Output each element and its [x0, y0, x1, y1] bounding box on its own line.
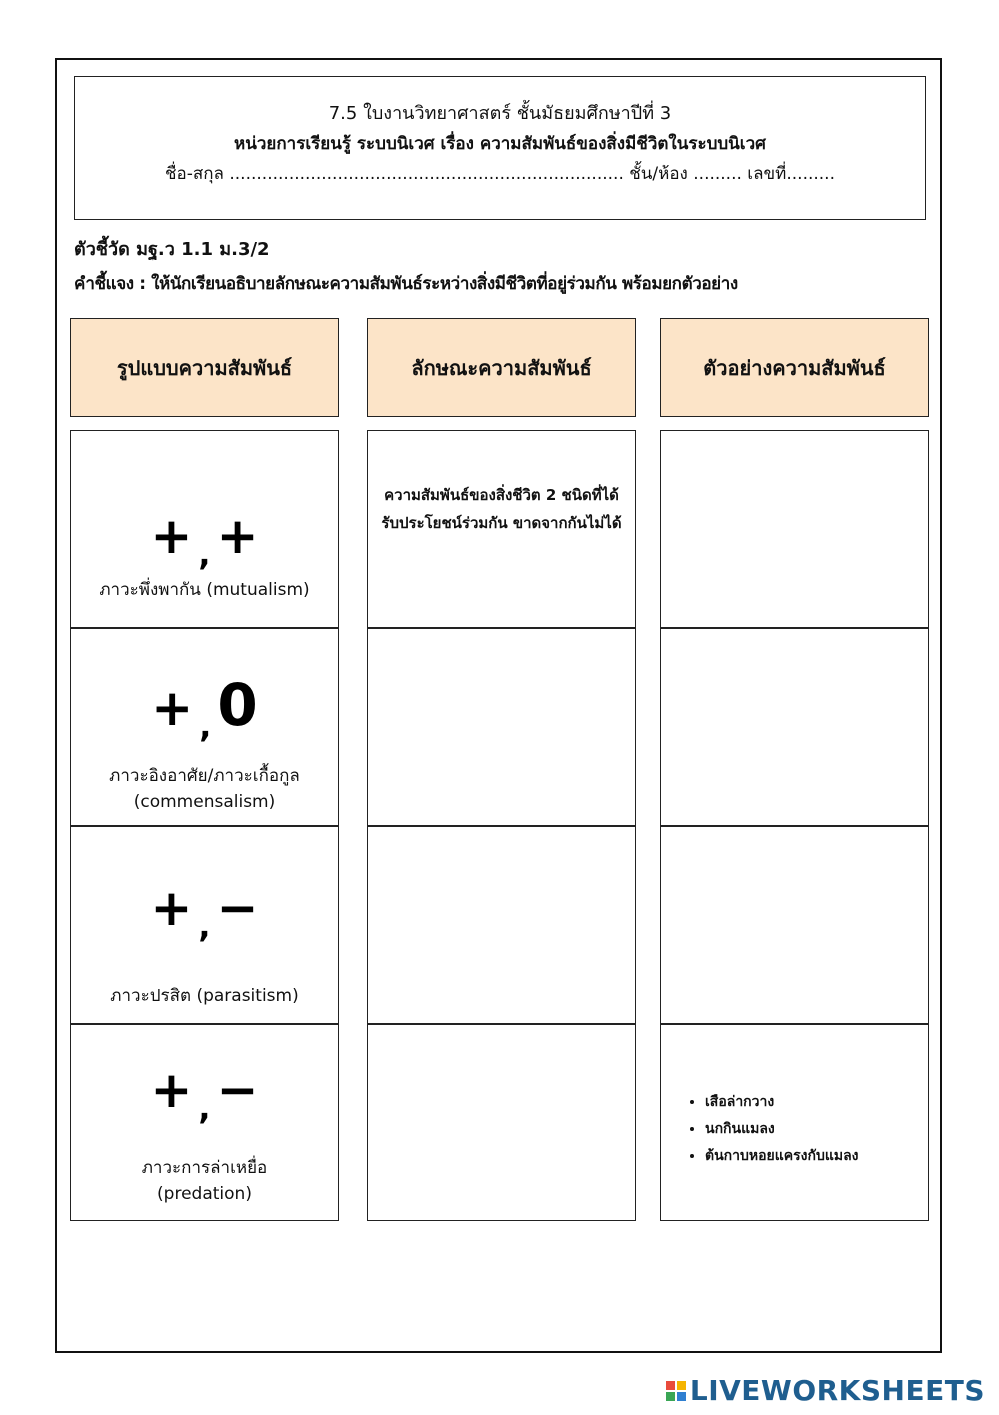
symbol-comma: , — [198, 1089, 211, 1127]
relationship-type-cell — [70, 628, 339, 826]
relationship-type-cell — [70, 430, 339, 628]
worksheet-header — [74, 76, 926, 220]
symbol-left: + — [151, 679, 194, 737]
symbol-right: 0 — [217, 671, 258, 739]
indicator: ตัวชี้วัด มฐ.ว 1.1 ม.3/2 — [74, 239, 270, 260]
column-header-label: ตัวอย่างความสัมพันธ์ — [703, 355, 886, 380]
brand-square — [677, 1381, 686, 1390]
example-list — [689, 1089, 859, 1170]
description-answer-cell[interactable] — [367, 1024, 636, 1221]
list-item: • นกกินแมลง — [705, 1116, 859, 1143]
liveworksheets-logo[interactable] — [666, 1374, 985, 1407]
description-answer-cell[interactable] — [367, 628, 636, 826]
symbol-right: − — [216, 879, 259, 937]
student-info-line: ชื่อ-สกุล ......................................................................... ชั้น/ห้อง ......... เลขที่......... — [165, 164, 835, 184]
description-answer-cell[interactable] — [367, 826, 636, 1024]
symbol-right: − — [216, 1061, 259, 1119]
symbol-comma: , — [198, 535, 211, 573]
relationship-symbol — [71, 879, 338, 945]
example-answer-cell[interactable] — [660, 1024, 929, 1221]
brand-name: LIVEWORKSHEETS — [689, 1374, 985, 1407]
example-answer-cell[interactable] — [660, 430, 929, 628]
column-header-type — [70, 318, 339, 417]
symbol-left: + — [150, 1061, 193, 1119]
brand-square — [666, 1381, 675, 1390]
list-item: • ต้นกาบหอยแครงกับแมลง — [705, 1143, 859, 1170]
relationship-type-cell — [70, 826, 339, 1024]
unit-title: หน่วยการเรียนรู้ ระบบนิเวศ เรื่อง ความสัมพันธ์ของสิ่งมีชีวิตในระบบนิเวศ — [234, 134, 766, 154]
example-answer-cell[interactable] — [660, 628, 929, 826]
relationship-label: ภาวะพึ่งพากัน (mutualism) — [99, 580, 310, 600]
symbol-right: + — [216, 507, 259, 565]
description-answer-cell[interactable] — [367, 430, 636, 628]
brand-square — [677, 1392, 686, 1401]
column-header-label: ลักษณะความสัมพันธ์ — [411, 355, 592, 380]
symbol-left: + — [150, 507, 193, 565]
list-item: • เสือล่ากวาง — [705, 1089, 859, 1116]
relationship-symbol — [71, 507, 338, 573]
worksheet-title: 7.5 ใบงานวิทยาศาสตร์ ชั้นมัธยมศึกษาปีที่ 3 — [328, 103, 672, 124]
column-header-examples — [660, 318, 929, 417]
instruction: คำชี้แจง : ให้นักเรียนอธิบายลักษณะความสัมพันธ์ระหว่างสิ่งมีชีวิตที่อยู่ร่วมกัน พร้อมยกตัวอย่าง — [74, 274, 738, 294]
relationship-label: ภาวะปรสิต (parasitism) — [110, 986, 299, 1006]
brand-square — [666, 1392, 675, 1401]
relationship-label: ภาวะการล่าเหยื่อ (predation) — [141, 1158, 268, 1204]
relationship-symbol — [71, 1061, 338, 1127]
relationship-symbol — [71, 671, 338, 745]
example-answer-cell[interactable] — [660, 826, 929, 1024]
symbol-comma: , — [199, 707, 212, 745]
column-header-label: รูปแบบความสัมพันธ์ — [116, 355, 293, 380]
column-header-characteristics — [367, 318, 636, 417]
symbol-left: + — [150, 879, 193, 937]
description-text: ความสัมพันธ์ของสิ่งชีวิต 2 ชนิดที่ได้รับประโยชน์ร่วมกัน ขาดจากกันไม่ได้ — [381, 486, 622, 532]
symbol-comma: , — [198, 907, 211, 945]
brand-grid-icon — [666, 1381, 686, 1401]
relationship-label: ภาวะอิงอาศัย/ภาวะเกื้อกูล (commensalism) — [109, 766, 300, 812]
relationship-type-cell — [70, 1024, 339, 1221]
